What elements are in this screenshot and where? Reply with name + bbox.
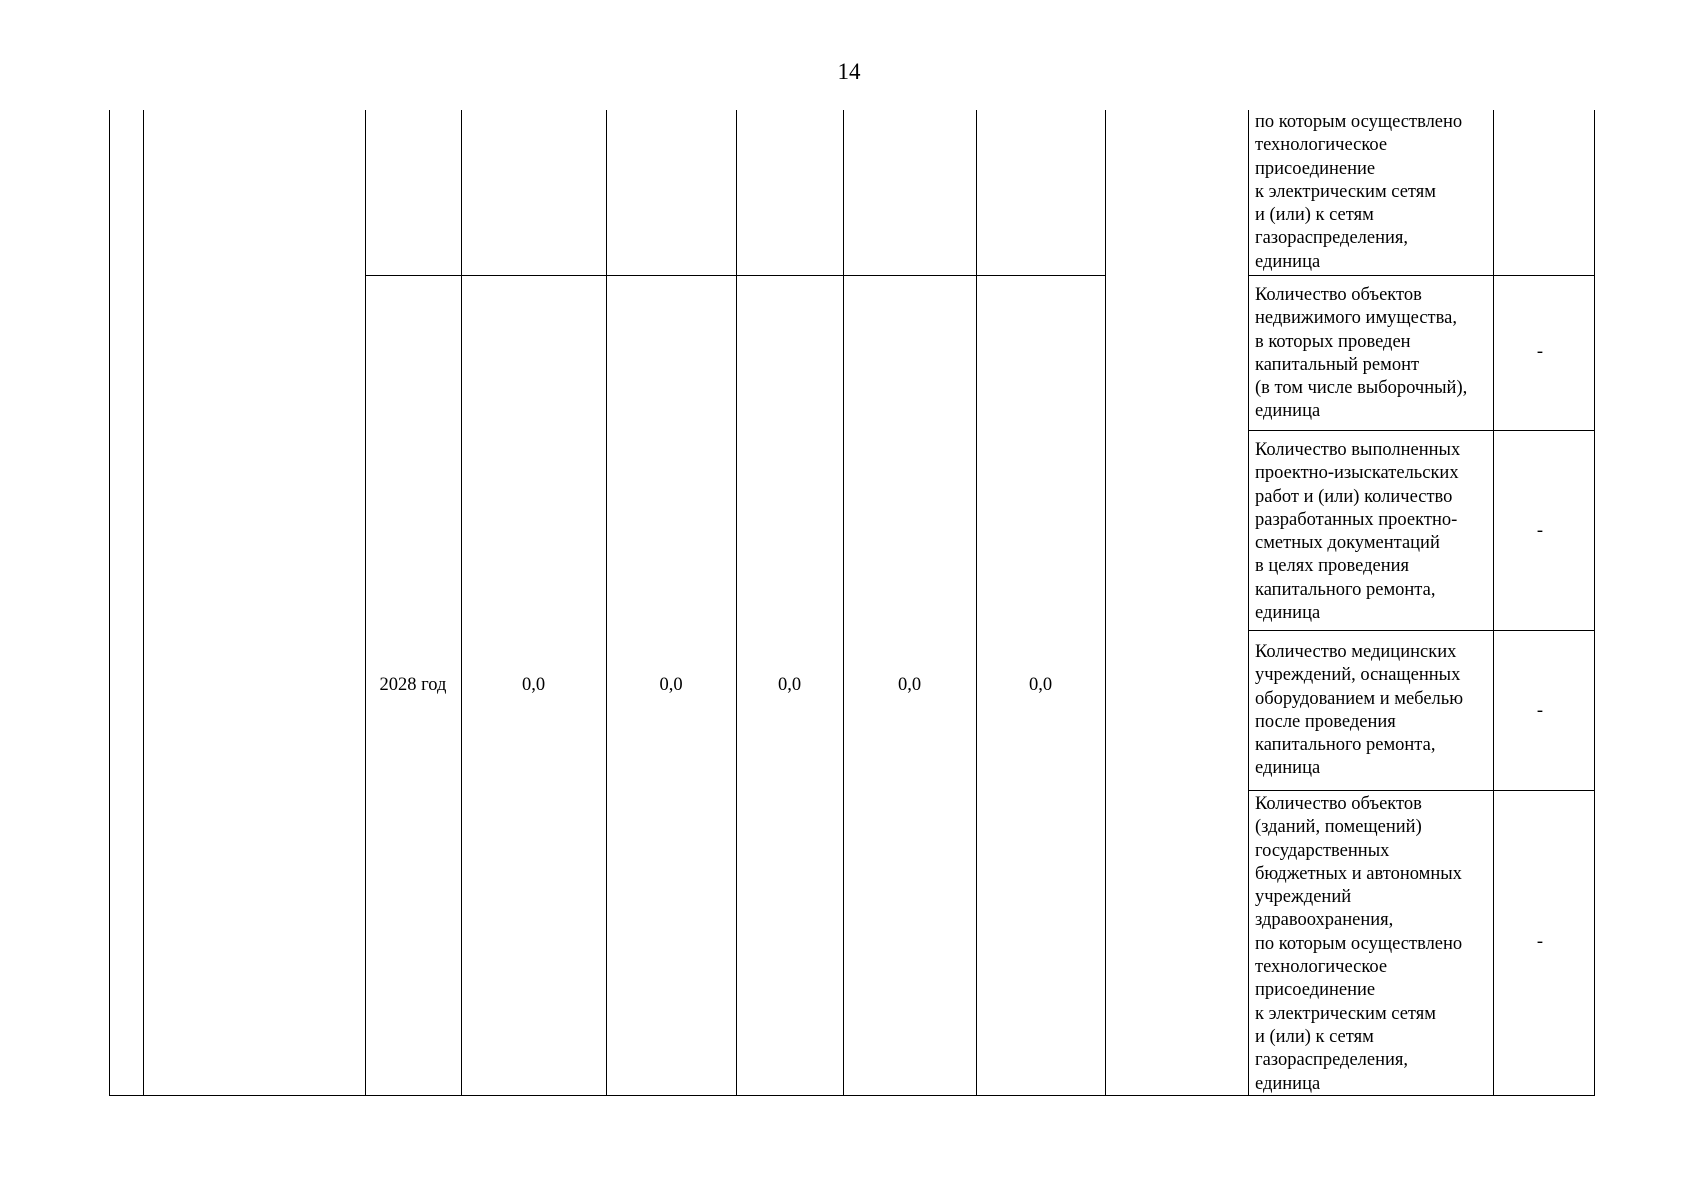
column-divider	[1105, 110, 1106, 1095]
value-cell: 0,0	[1028, 675, 1053, 695]
indicator-text: Количество объектов недвижимого имущества, в которых проведен капитальный ремонт (в том числе выборочный), единица	[1255, 285, 1468, 422]
year-cell: 2028 год	[379, 675, 447, 695]
table-border-right	[1594, 110, 1595, 1095]
indicator-value: -	[1536, 932, 1544, 952]
indicator-value: -	[1536, 521, 1544, 541]
column-divider	[1248, 110, 1249, 1095]
column-divider	[976, 110, 977, 1095]
indicator-text: Количество выполненных проектно-изыскательских работ и (или) количество разработанных проектно- сметных документаций в целях проведения капитального ремонта, единица	[1255, 440, 1461, 624]
indicator-text: Количество объектов (зданий, помещений) государственных бюджетных и автономных учреждений здравоохранения, по которым осуществлено технологическое присоединение к электрическим сетям и (или) к сетям газораспределения, единица	[1255, 794, 1463, 1094]
row-divider-year	[365, 275, 1105, 276]
value-cell: 0,0	[521, 675, 546, 695]
indicator-text: Количество медицинских учреждений, оснащенных оборудованием и мебелью после проведения капитального ремонта, единица	[1255, 642, 1464, 779]
row-divider-indicator	[1248, 275, 1594, 276]
indicator-value: -	[1536, 342, 1544, 362]
column-divider	[606, 110, 607, 1095]
row-divider-indicator	[1248, 430, 1594, 431]
column-divider	[365, 110, 366, 1095]
column-divider	[736, 110, 737, 1095]
indicator-text: по которым осуществлено технологическое присоединение к электрическим сетям и (или) к сетям газораспределения, единица	[1255, 112, 1463, 272]
column-divider	[143, 110, 144, 1095]
table-border-left	[109, 110, 110, 1095]
column-divider	[461, 110, 462, 1095]
value-cell: 0,0	[659, 675, 683, 695]
indicator-value: -	[1536, 701, 1544, 721]
row-divider-indicator	[1248, 630, 1594, 631]
row-divider-indicator	[1248, 790, 1594, 791]
column-divider	[843, 110, 844, 1095]
value-cell: 0,0	[897, 675, 922, 695]
value-cell: 0,0	[777, 675, 802, 695]
page-number: 14	[837, 59, 861, 84]
